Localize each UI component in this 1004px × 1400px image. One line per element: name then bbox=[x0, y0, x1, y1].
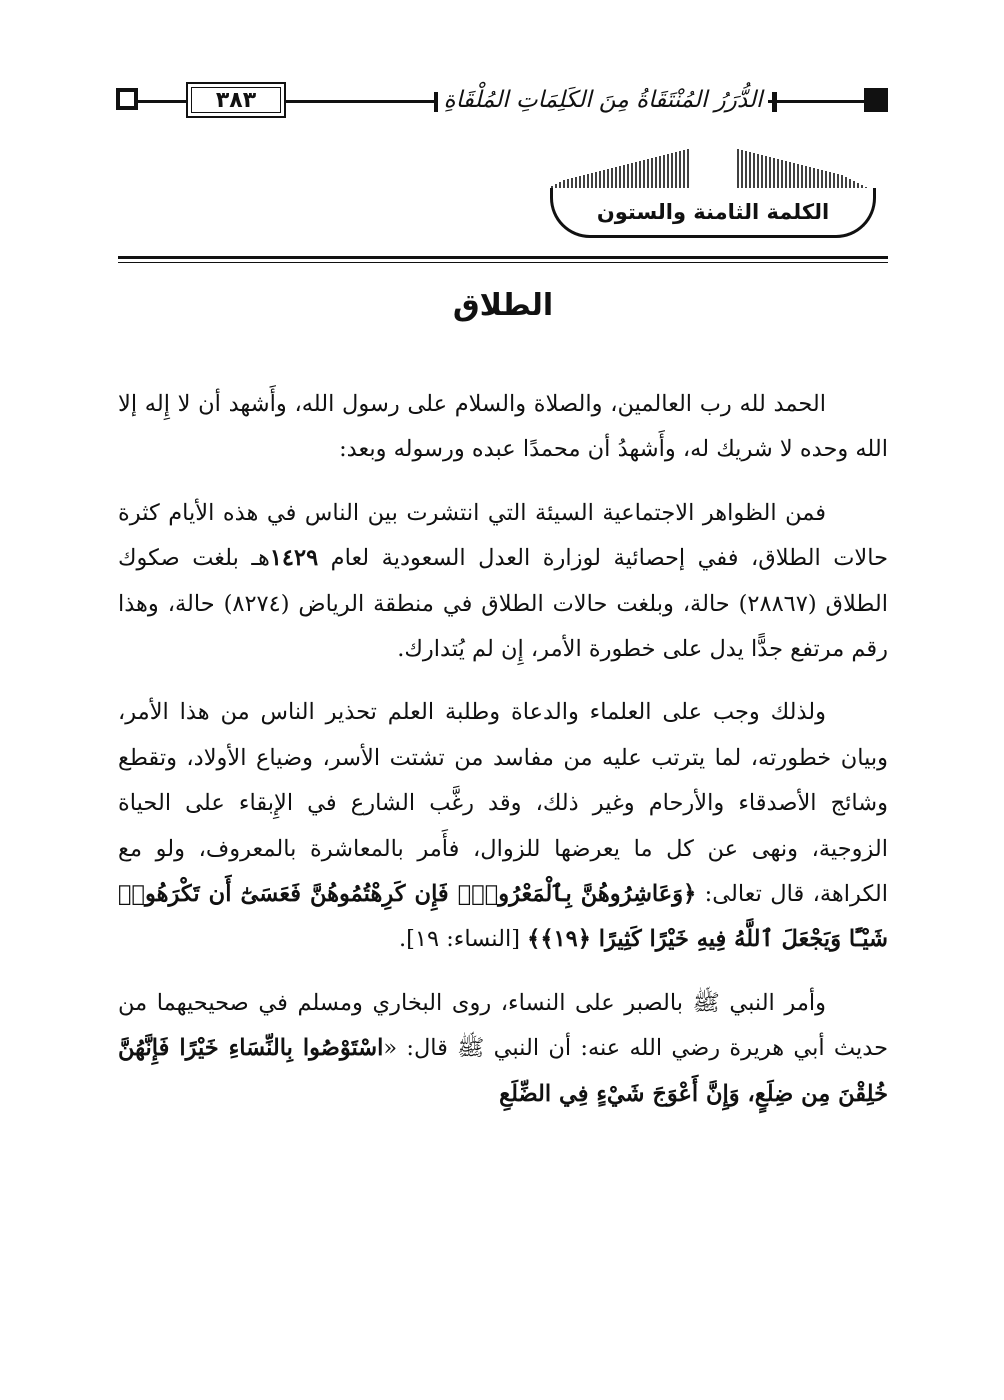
book-title: الدُّرَرُ المُنْتَقَاةُ مِنَ الكَلِمَاتِ المُلْقَاةِ bbox=[438, 82, 768, 118]
chapter-label: الكلمة الثامنة والستون bbox=[596, 199, 830, 224]
paragraph bbox=[118, 491, 888, 673]
paragraph bbox=[118, 382, 888, 473]
header-rule-right bbox=[768, 100, 868, 103]
page-number: ٣٨٣ bbox=[215, 87, 257, 113]
hadith-text: اسْتَوْصُوا بِالنِّسَاءِ خَيْرًا فَإِنَّهُنَّ خُلِقْنَ مِن ضِلَعٍ، وَإِنَّ أَعْوَجَ شَيْءٍ فِي الضِّلَعِ bbox=[118, 1035, 888, 1107]
paragraph-text: هـ بلغت صكوك الطلاق (٢٨٨٦٧) حالة، وبلغت حالات الطلاق في منطقة الرياض (٨٢٧٤) حالة، وهذا رقم مرتفع جدًّا يدل على خطورة الأمر، إِن لم يُتدارك. bbox=[118, 545, 888, 663]
paragraph-text: فمن الظواهر الاجتماعية السيئة التي انتشرت بين الناس في هذه الأيام كثرة حالات الطلاق، ففي إحصائية لوزارة العدل السعودية لعام bbox=[118, 499, 889, 572]
paragraph-text: الحمد لله رب العالمين، والصلاة والسلام على رسول الله، وأَشهد أن لا إِله إلا الله وحده لا شريك له، وأَشهدُ أن محمدًا عبده ورسوله وبعد: bbox=[118, 391, 888, 463]
chapter-label-frame bbox=[550, 188, 876, 238]
running-header bbox=[116, 78, 888, 126]
header-square-outline bbox=[116, 88, 138, 110]
header-rule-left bbox=[138, 100, 186, 103]
page-number-frame bbox=[186, 82, 286, 118]
verse-reference: [النساء: ١٩]. bbox=[398, 926, 520, 953]
header-double-rule-thin bbox=[118, 262, 888, 263]
header-divider-bar bbox=[772, 92, 777, 112]
chapter-cartouche bbox=[538, 146, 888, 240]
body-text bbox=[118, 382, 888, 1117]
header-double-rule-thick bbox=[118, 256, 888, 259]
year-number: ١٤٢٩ bbox=[269, 545, 319, 572]
paragraph bbox=[118, 981, 888, 1117]
header-rule-middle bbox=[286, 100, 446, 103]
quran-verse: ﴿وَعَاشِرُوهُنَّ بِٱلْمَعْرُوفِۚ فَإِن كَرِهْتُمُوهُنَّ فَعَسَىٰٓ أَن تَكْرَهُوا۟ شَيْـًٔا وَيَجْعَلَ ٱللَّهُ فِيهِ خَيْرًا كَثِيرًا ﴿١٩﴾﴾ bbox=[118, 881, 888, 953]
paragraph bbox=[118, 690, 888, 962]
paragraph-text: وأمر النبي ﷺ بالصبر على النساء، روى البخاري ومسلم في صحيحيهما من حديث أبي هريرة رضي الله عنه: أن النبي ﷺ قال: « bbox=[118, 989, 888, 1062]
header-square-filled bbox=[864, 88, 888, 112]
paragraph-text: ولذلك وجب على العلماء والدعاة وطلبة العلم تحذير الناس من هذا الأمر، وبيان خطورته، لما يترتب عليه من مفاسد من تشتت الأسر، وضياع الأولاد، وتقطع وشائج الأصدقاء والأرحام وغير ذلك، وقد رغَّب الشارع في الإِبقاء على الحياة الزوجية، ونهى عن كل ما يعرضها للزوال، فأَمر بالمعاشرة بالمعروف، ولو مع الكراهة، قال تعالى: bbox=[118, 699, 888, 908]
section-title: الطلاق bbox=[452, 288, 554, 323]
